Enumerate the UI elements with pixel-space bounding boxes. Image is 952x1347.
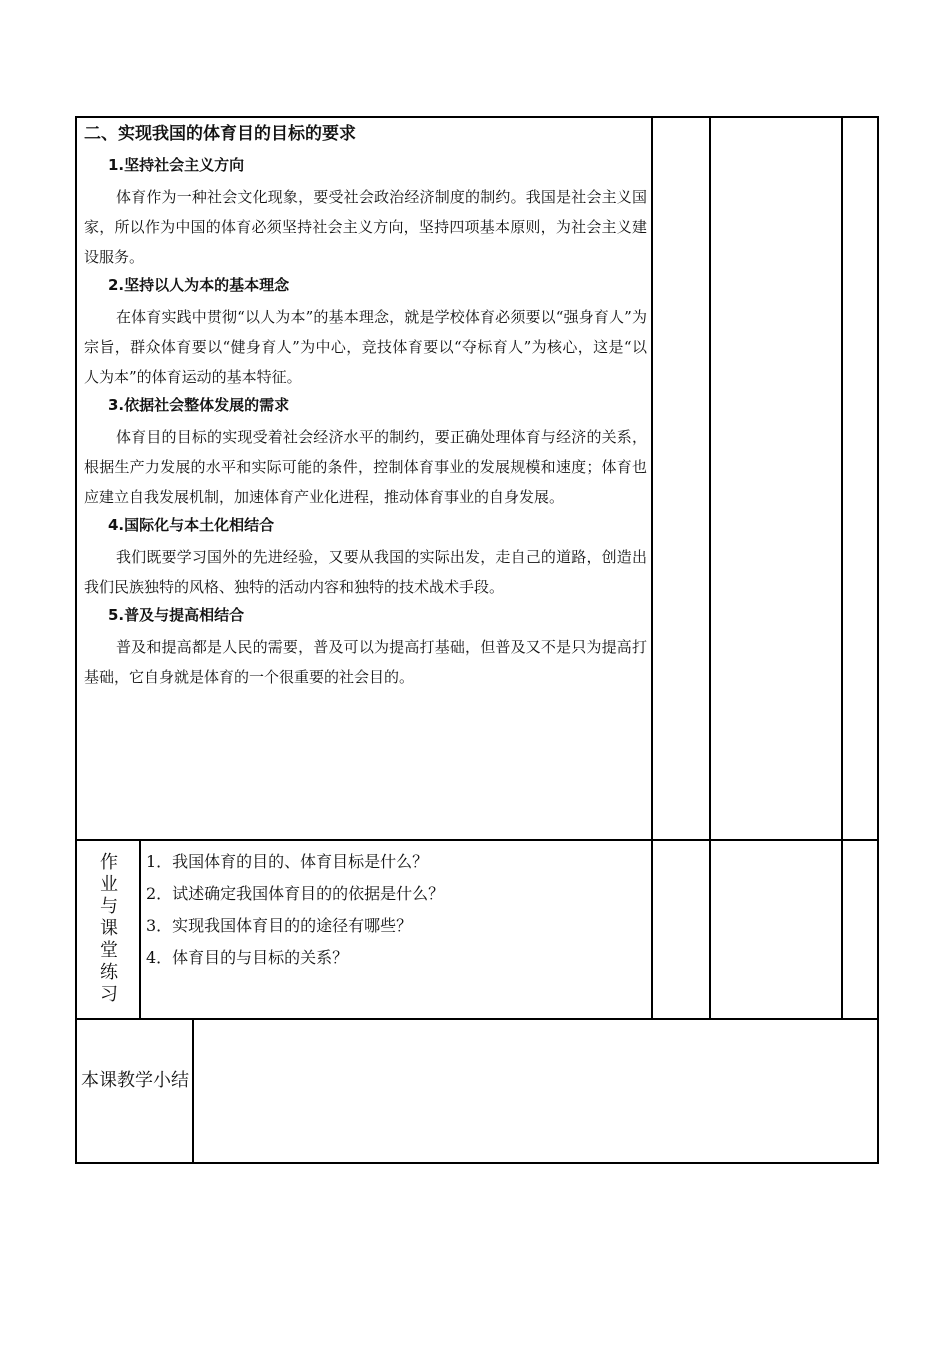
column-divider-1: [651, 116, 653, 1020]
item-text: 体育目的目标的实现受着社会经济水平的制约，要正确处理体育与经济的关系，根据生产力发展的水平和实际可能的条件，控制体育事业的发展规模和速度；体育也应建立自我发展机制，加速体育产业化进程，推动体育事业的自身发展。: [84, 428, 647, 506]
homework-label-char: 作: [100, 852, 118, 873]
item-title: 1.坚持社会主义方向: [108, 156, 245, 174]
homework-label-char: 堂: [100, 940, 118, 961]
item-text: 体育作为一种社会文化现象，要受社会政治经济制度的制约。我国是社会主义国家，所以作为中国的体育必须坚持社会主义方向，坚持四项基本原则，为社会主义建设服务。: [84, 188, 647, 266]
homework-question: 1．我国体育的目的、体育目标是什么？: [146, 852, 429, 871]
column-divider-2: [709, 116, 711, 1020]
homework-label: [78, 840, 140, 1018]
item-text: 在体育实践中贯彻“以人为本”的基本理念，就是学校体育必须要以“强身育人”为宗旨，群众体育要以“健身育人”为中心，竞技体育要以“夺标育人”为核心，这是“以人为本”的体育运动的基本特征。: [84, 308, 647, 386]
column-divider-3: [841, 116, 843, 1020]
item-text: 我们既要学习国外的先进经验，又要从我国的实际出发，走自己的道路，创造出我们民族独特的风格、独特的活动内容和独特的技术战术手段。: [84, 548, 647, 596]
row-divider-summary: [75, 1018, 879, 1020]
item-title: 3.依据社会整体发展的需求: [108, 396, 290, 414]
item-title: 4.国际化与本土化相结合: [108, 516, 275, 534]
section-heading: 二、实现我国的体育目的目标的要求: [84, 124, 356, 144]
item-title: 2.坚持以人为本的基本理念: [108, 276, 290, 294]
homework-label-char: 业: [100, 874, 118, 895]
summary-label: 本课教学小结: [81, 1070, 189, 1091]
item-title: 5.普及与提高相结合: [108, 606, 245, 624]
homework-question: 4．体育目的与目标的关系？: [146, 948, 349, 967]
homework-question: 2．试述确定我国体育目的的依据是什么？: [146, 884, 445, 903]
item-text: 普及和提高都是人民的需要，普及可以为提高打基础，但普及又不是只为提高打基础，它自身就是体育的一个很重要的社会目的。: [84, 638, 647, 686]
homework-label-char: 课: [100, 918, 118, 939]
row-divider-homework: [75, 839, 879, 841]
homework-label-char: 练: [100, 962, 118, 983]
homework-question-list: [146, 846, 646, 974]
homework-label-char: 与: [100, 896, 118, 917]
homework-label-char: 习: [100, 984, 118, 1005]
main-content-cell: [84, 122, 647, 694]
homework-question: 3．实现我国体育目的的途径有哪些？: [146, 916, 413, 935]
summary-label-divider: [192, 1018, 194, 1164]
